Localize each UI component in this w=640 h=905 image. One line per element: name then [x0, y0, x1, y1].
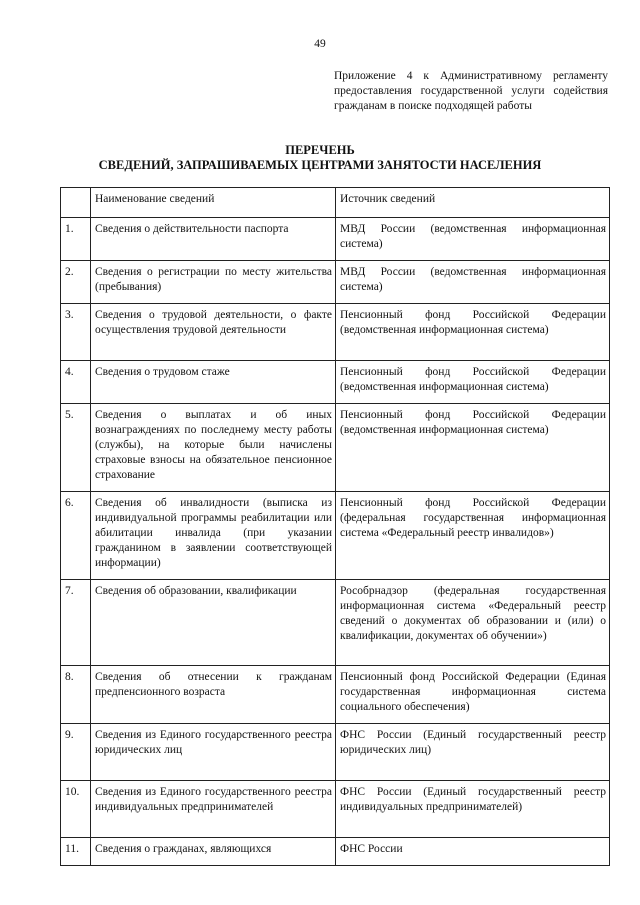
- row-name: Сведения о гражданах, являющихся: [91, 838, 336, 866]
- row-number: 2.: [61, 261, 91, 304]
- row-number: 4.: [61, 361, 91, 404]
- row-name: Сведения из Единого государственного реестра юридических лиц: [91, 724, 336, 781]
- table-row: [61, 492, 610, 580]
- row-source: Пенсионный фонд Российской Федерации (ведомственная информационная система): [336, 404, 610, 492]
- row-source: Рособрнадзор (федеральная государственная информационная система «Федеральный реестр сведений о документах об образовании и (или) о квалификации, документах об обучении»): [336, 580, 610, 666]
- title-line-1: ПЕРЕЧЕНЬ: [285, 143, 355, 157]
- row-name: Сведения о трудовой деятельности, о факте осуществления трудовой деятельности: [91, 304, 336, 361]
- row-number: 8.: [61, 666, 91, 724]
- table-row: [61, 666, 610, 724]
- table-header-row: [61, 188, 610, 218]
- table-row: [61, 404, 610, 492]
- title-line-2: СВЕДЕНИЙ, ЗАПРАШИВАЕМЫХ ЦЕНТРАМИ ЗАНЯТОСТИ НАСЕЛЕНИЯ: [98, 158, 542, 172]
- row-number: 1.: [61, 218, 91, 261]
- document-title: [0, 143, 640, 173]
- table-row: [61, 361, 610, 404]
- row-number: 10.: [61, 781, 91, 838]
- table-row: [61, 781, 610, 838]
- row-number: 11.: [61, 838, 91, 866]
- row-name: Сведения об отнесении к гражданам предпенсионного возраста: [91, 666, 336, 724]
- row-name: Сведения из Единого государственного реестра индивидуальных предпринимателей: [91, 781, 336, 838]
- row-source: Пенсионный фонд Российской Федерации (Единая государственная информационная система социального обеспечения): [336, 666, 610, 724]
- row-number: 7.: [61, 580, 91, 666]
- appendix-note: Приложение 4 к Административному регламенту предоставления государственной услуги содействия гражданам в поиске подходящей работы: [334, 70, 608, 112]
- page-number: 49: [314, 38, 326, 50]
- row-source: ФНС России: [336, 838, 610, 866]
- row-source: Пенсионный фонд Российской Федерации (ведомственная информационная система): [336, 361, 610, 404]
- row-source: Пенсионный фонд Российской Федерации (федеральная государственная информационная система «Федеральный реестр инвалидов»): [336, 492, 610, 580]
- row-number: 5.: [61, 404, 91, 492]
- row-name: Сведения о выплатах и об иных вознаграждениях по последнему месту работы (службы), на которые были начислены страховые взносы на обязательное пенсионное страхование: [91, 404, 336, 492]
- table-row: [61, 838, 610, 866]
- row-number: 3.: [61, 304, 91, 361]
- row-name: Сведения о регистрации по месту жительства (пребывания): [91, 261, 336, 304]
- row-number: 6.: [61, 492, 91, 580]
- row-name: Сведения о трудовом стаже: [91, 361, 336, 404]
- row-name: Сведения об инвалидности (выписка из индивидуальной программы реабилитации или абилитации инвалида (при указании гражданином в заявлении соответствующей информации): [91, 492, 336, 580]
- table-row: [61, 261, 610, 304]
- header-number: [61, 188, 91, 218]
- row-number: 9.: [61, 724, 91, 781]
- header-name: Наименование сведений: [91, 188, 336, 218]
- row-name: Сведения об образовании, квалификации: [91, 580, 336, 666]
- header-source: Источник сведений: [336, 188, 610, 218]
- row-source: Пенсионный фонд Российской Федерации (ведомственная информационная система): [336, 304, 610, 361]
- table-row: [61, 580, 610, 666]
- information-table: [60, 187, 610, 866]
- table-row: [61, 218, 610, 261]
- row-source: ФНС России (Единый государственный реестр юридических лиц): [336, 724, 610, 781]
- row-source: МВД России (ведомственная информационная система): [336, 261, 610, 304]
- row-name: Сведения о действительности паспорта: [91, 218, 336, 261]
- table-row: [61, 724, 610, 781]
- row-source: МВД России (ведомственная информационная система): [336, 218, 610, 261]
- table-row: [61, 304, 610, 361]
- row-source: ФНС России (Единый государственный реестр индивидуальных предпринимателей): [336, 781, 610, 838]
